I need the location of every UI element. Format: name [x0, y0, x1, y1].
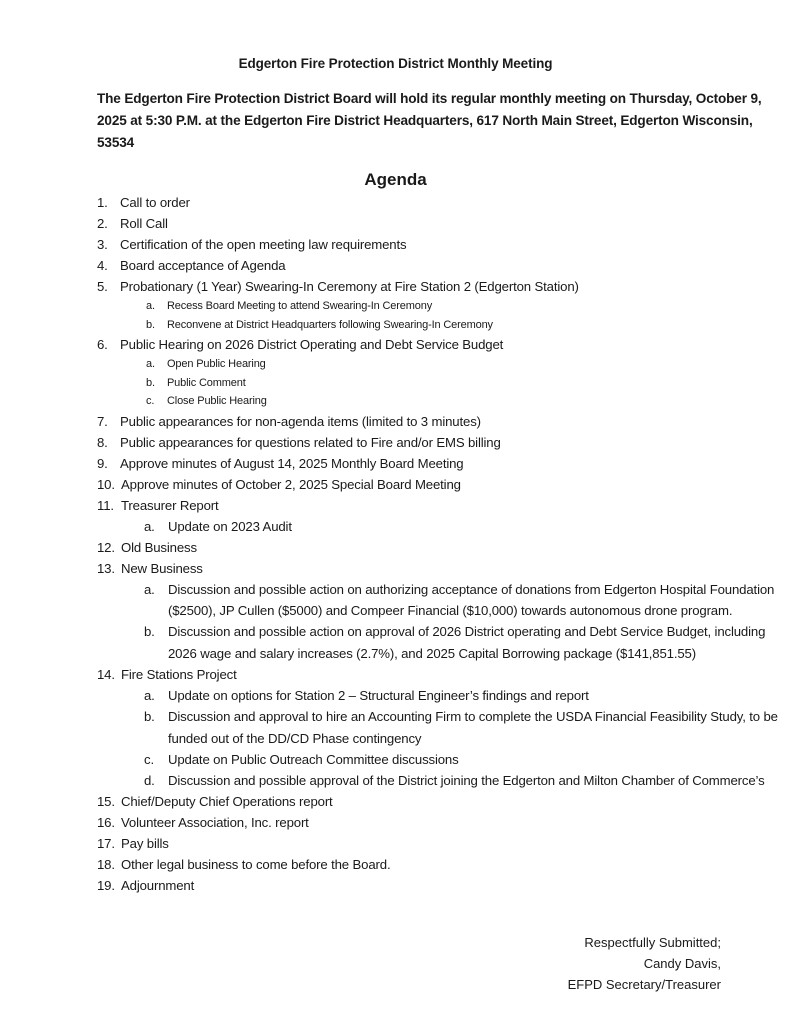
agenda-item: [97, 495, 787, 516]
agenda-item-text: Pay bills: [121, 836, 169, 852]
agenda-list: [97, 192, 787, 896]
agenda-item: [97, 833, 787, 854]
agenda-item-text: Other legal business to come before the Board.: [121, 857, 391, 873]
agenda-item-number: 17.: [97, 836, 115, 852]
agenda-subitem: [97, 579, 787, 622]
agenda-subitem-letter: c.: [144, 751, 154, 767]
agenda-subitem-text: Recess Board Meeting to attend Swearing-In Ceremony: [167, 300, 433, 312]
agenda-item-text: New Business: [121, 560, 203, 576]
agenda-item-number: 10.: [97, 476, 115, 492]
agenda-item: [97, 812, 787, 833]
agenda-subitem-text: Update on Public Outreach Committee discussions: [168, 751, 459, 767]
agenda-item-text: Treasurer Report: [121, 497, 219, 513]
agenda-item-number: 13.: [97, 560, 115, 576]
agenda-item: [97, 558, 787, 579]
agenda-subitem-letter: a.: [144, 581, 155, 597]
agenda-subitem-letter: b.: [144, 624, 155, 640]
agenda-item: [97, 255, 787, 276]
agenda-item: [97, 334, 787, 355]
agenda-subitem: [97, 392, 787, 411]
agenda-subitem: [97, 374, 787, 393]
agenda-subitem-letter: b.: [144, 709, 155, 725]
agenda-item: [97, 537, 787, 558]
agenda-subitem: [97, 621, 787, 664]
agenda-subitem-letter: a.: [146, 358, 155, 370]
agenda-subitem-text: Update on options for Station 2 – Structural Engineer’s findings and report: [168, 687, 589, 703]
agenda-item-text: Fire Stations Project: [121, 666, 237, 682]
agenda-heading: Agenda: [364, 170, 427, 189]
signature-name: Candy Davis,: [643, 956, 721, 971]
agenda-subitem: [97, 685, 787, 706]
agenda-item-number: 8.: [97, 434, 108, 450]
agenda-item-number: 9.: [97, 455, 108, 471]
agenda-item: [97, 276, 787, 297]
agenda-item-text: Old Business: [121, 539, 197, 555]
agenda-item-text: Public Hearing on 2026 District Operating and Debt Service Budget: [120, 337, 504, 352]
agenda-subitem-text: Reconvene at District Headquarters following Swearing-In Ceremony: [167, 318, 493, 331]
signature-block: [568, 932, 721, 995]
agenda-item-number: 4.: [97, 258, 108, 273]
agenda-subitem-letter: d.: [144, 773, 155, 789]
agenda-subitem-letter: b.: [146, 376, 155, 389]
agenda-item-number: 15.: [97, 794, 115, 810]
agenda-item-text: Volunteer Association, Inc. report: [121, 815, 309, 831]
agenda-subitem-text: Discussion and possible action on approval of 2026 District operating and Debt Service Budget, including 2026 wage and salary increases (2.7%), and 2025 Capital Borrowing package ($141,851.55): [168, 624, 766, 661]
agenda-item-number: 16.: [97, 815, 115, 831]
agenda-item: [97, 432, 787, 453]
agenda-item-number: 12.: [97, 539, 115, 555]
agenda-subitem: [97, 355, 787, 374]
agenda-item-text: Call to order: [120, 195, 190, 210]
agenda-item: [97, 234, 787, 255]
agenda-item-text: Roll Call: [120, 216, 168, 231]
agenda-subitem-letter: a.: [144, 687, 155, 703]
signature-closing: Respectfully Submitted;: [584, 935, 721, 950]
agenda-item-text: Adjournment: [121, 878, 195, 894]
agenda-subitem: [97, 749, 787, 770]
agenda-item-number: 2.: [97, 216, 108, 231]
agenda-item-text: Public appearances for non-agenda items (limited to 3 minutes): [120, 413, 481, 429]
agenda-item-text: Approve minutes of October 2, 2025 Special Board Meeting: [121, 476, 461, 492]
agenda-item-number: 11.: [97, 497, 114, 513]
agenda-item-number: 19.: [97, 878, 115, 894]
agenda-subitem-letter: c.: [146, 395, 155, 407]
agenda-item: [97, 474, 787, 495]
agenda-item-number: 5.: [97, 279, 108, 294]
agenda-subitem: [97, 516, 787, 537]
agenda-subitem-letter: b.: [146, 318, 155, 331]
agenda-subitem-text: Discussion and possible approval of the District joining the Edgerton and Milton Chamber of Commerce’s: [168, 773, 765, 789]
agenda-item-number: 18.: [97, 857, 115, 873]
agenda-item: [97, 875, 787, 896]
agenda-item-text: Public appearances for questions related to Fire and/or EMS billing: [120, 434, 501, 450]
agenda-item: [97, 192, 787, 213]
meeting-notice: The Edgerton Fire Protection District Board will hold its regular monthly meeting on Thursday, October 9, 2025 at 5:30 P.M. at the Edgerton Fire District Headquarters, 617 North Main Street, Edgerton Wisconsin, 53534: [97, 91, 762, 150]
agenda-item: [97, 453, 787, 474]
agenda-subitem-text: Discussion and possible action on authorizing acceptance of donations from Edgerton Hospital Foundation ($2500), JP Cullen ($5000) and Compeer Financial ($10,000) towards autonomous drone program.: [168, 581, 775, 619]
signature-title: EFPD Secretary/Treasurer: [567, 977, 721, 992]
agenda-subitem: [97, 297, 787, 316]
agenda-item-number: 14.: [97, 666, 115, 682]
agenda-subitem-text: Close Public Hearing: [167, 395, 267, 407]
agenda-item-number: 1.: [97, 195, 108, 210]
agenda-item: [97, 854, 787, 875]
agenda-subitem: [97, 770, 787, 791]
agenda-item: [97, 664, 787, 685]
document-title: Edgerton Fire Protection District Monthly Meeting: [238, 56, 553, 71]
agenda-subitem-letter: a.: [146, 300, 155, 312]
agenda-subitem-text: Update on 2023 Audit: [168, 518, 292, 534]
agenda-item-number: 3.: [97, 237, 108, 252]
agenda-item-text: Certification of the open meeting law requirements: [120, 237, 407, 252]
agenda-subitem: [97, 706, 787, 749]
agenda-subitem-letter: a.: [144, 518, 155, 534]
agenda-subitem: [97, 316, 787, 335]
agenda-subitem-text: Open Public Hearing: [167, 358, 266, 370]
agenda-item-number: 6.: [97, 337, 108, 352]
agenda-subitem-text: Discussion and approval to hire an Accounting Firm to complete the USDA Financial Feasibility Study, to be funded out of the DD/CD Phase contingency: [168, 709, 778, 746]
agenda-item-number: 7.: [97, 413, 108, 429]
agenda-item-text: Approve minutes of August 14, 2025 Monthly Board Meeting: [120, 455, 464, 471]
agenda-item: [97, 791, 787, 812]
agenda-item-text: Chief/Deputy Chief Operations report: [121, 794, 333, 810]
agenda-item: [97, 411, 787, 432]
agenda-item-text: Probationary (1 Year) Swearing-In Ceremony at Fire Station 2 (Edgerton Station): [120, 279, 579, 294]
agenda-subitem-text: Public Comment: [167, 376, 246, 389]
agenda-item-text: Board acceptance of Agenda: [120, 258, 286, 273]
agenda-item: [97, 213, 787, 234]
